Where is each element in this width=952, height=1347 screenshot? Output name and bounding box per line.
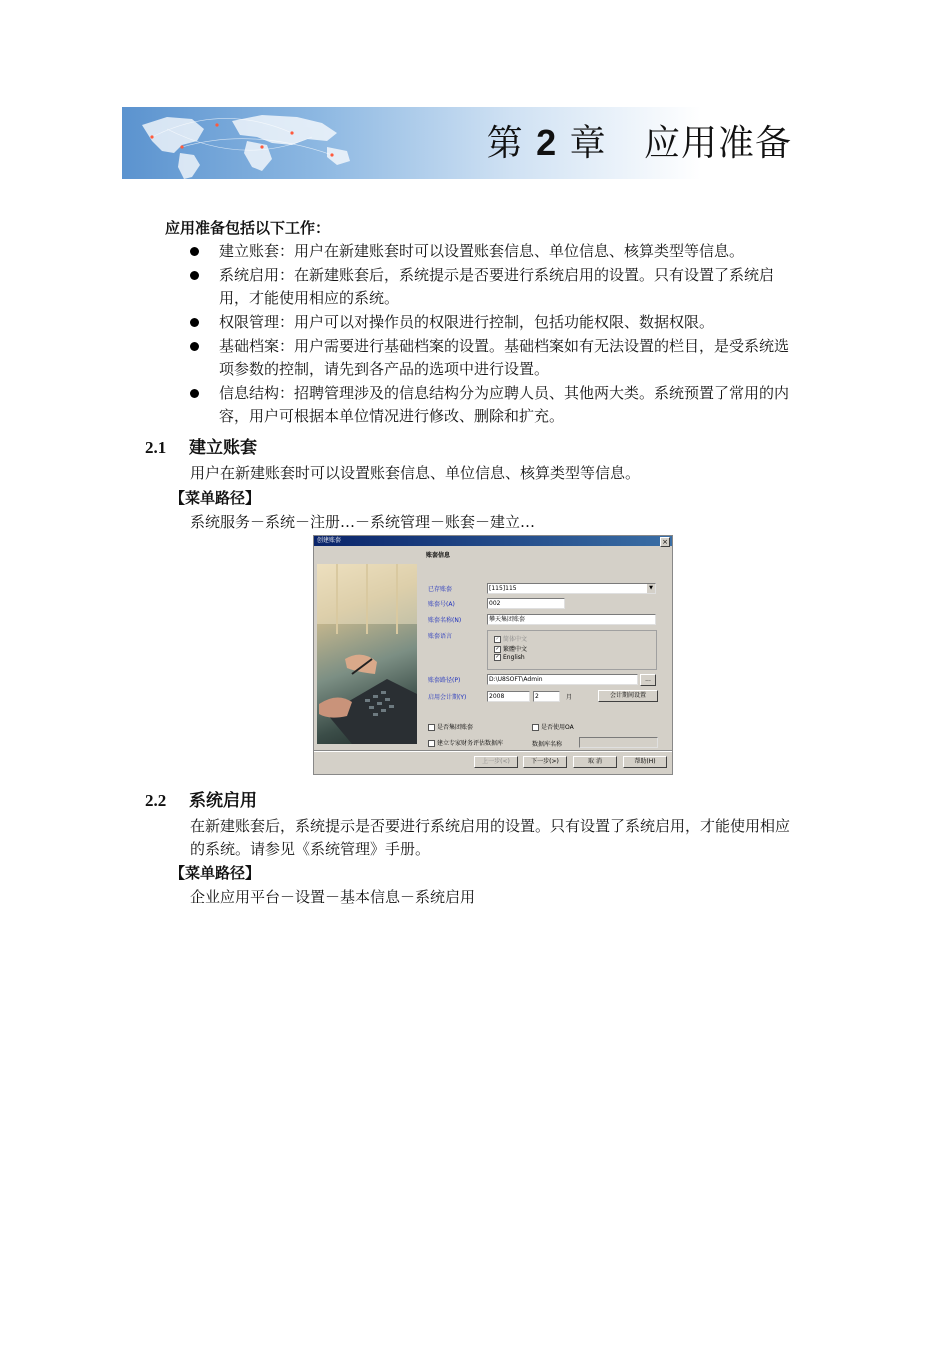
account-language-label: 账套语言 <box>428 633 453 640</box>
db-name-input[interactable] <box>579 737 658 748</box>
checkbox-label: 简体中文 <box>503 636 528 643</box>
existing-account-label: 已存账套 <box>428 586 453 593</box>
chapter-title <box>487 121 792 166</box>
bullet-icon <box>190 389 199 398</box>
existing-account-value: [115]115 <box>489 585 517 592</box>
bullet-icon <box>190 247 199 256</box>
browse-button[interactable]: ... <box>640 674 656 686</box>
create-account-dialog <box>313 535 673 775</box>
period-settings-button[interactable]: 会计期间设置 <box>598 690 658 702</box>
lang-traditional-checkbox[interactable] <box>494 644 527 653</box>
account-code-label: 账套号(A) <box>428 601 455 608</box>
account-code-input[interactable]: 002 <box>487 598 565 609</box>
next-button[interactable]: 下一步(>) <box>523 756 567 768</box>
section-number: 2.2 <box>145 791 167 810</box>
bullet-icon <box>190 271 199 280</box>
dialog-titlebar <box>314 536 672 546</box>
checked-icon: ✓ <box>495 646 500 652</box>
expert-db-checkbox[interactable] <box>428 738 503 747</box>
list-item <box>190 335 800 381</box>
hands-typing-image <box>317 564 417 744</box>
bullet-text: 建立账套：用户在新建账套时可以设置账套信息、单位信息、核算类型等信息。 <box>219 242 745 260</box>
intro-title: 应用准备包括以下工作： <box>165 219 331 237</box>
list-item <box>190 240 800 263</box>
lang-english-checkbox[interactable] <box>494 654 525 661</box>
section-heading <box>145 433 257 458</box>
section-body: 在新建账套后，系统提示是否要进行系统启用的设置。只有设置了系统启用，才能使用相应的系统。请参见《系统管理》手册。 <box>190 817 791 858</box>
account-name-input[interactable]: 攀天集团账套 <box>487 614 656 625</box>
checkbox-label: 建立专家财务评估数据库 <box>437 740 504 747</box>
section-heading <box>145 786 257 811</box>
existing-account-select[interactable] <box>487 583 656 594</box>
chapter-banner <box>122 107 828 179</box>
section-title: 系统启用 <box>189 791 257 811</box>
list-item <box>190 264 800 310</box>
list-item <box>190 382 800 428</box>
use-oa-checkbox[interactable] <box>532 722 574 731</box>
checkbox-label: 是否使用OA <box>541 724 574 731</box>
account-path-input[interactable]: D:\U8SOFT\Admin <box>487 674 638 685</box>
group-account-checkbox[interactable] <box>428 722 473 731</box>
cancel-button[interactable]: 取 消 <box>573 756 617 768</box>
bullet-text: 权限管理：用户可以对操作员的权限进行控制，包括功能权限、数据权限。 <box>219 313 715 331</box>
close-icon[interactable]: × <box>660 537 670 547</box>
menu-path: 企业应用平台－设置－基本信息－系统启用 <box>190 888 476 906</box>
list-item <box>190 311 800 334</box>
prev-button[interactable]: 上一步(<) <box>474 756 518 768</box>
help-button[interactable]: 帮助(H) <box>623 756 667 768</box>
start-period-label: 启用会计期(Y) <box>428 694 467 701</box>
dialog-title: 创建账套 <box>317 537 342 544</box>
checkbox-icon <box>532 724 539 731</box>
start-year-input[interactable]: 2008 <box>487 691 530 702</box>
checkbox-label: 繁體中文 <box>503 646 528 653</box>
chapter-prefix: 第 <box>486 123 524 164</box>
checked-icon: ✓ <box>495 636 500 642</box>
checkbox-label: 是否集团账套 <box>437 724 474 731</box>
chapter-suffix: 章 <box>569 123 607 164</box>
bullet-text: 基础档案：用户需要进行基础档案的设置。基础档案如有无法设置的栏目，是受系统选项参数的控制，请先到各产品的选项中进行设置。 <box>219 337 790 378</box>
bullet-text: 信息结构：招聘管理涉及的信息结构分为应聘人员、其他两大类。系统预置了常用的内容，用户可根据本单位情况进行修改、删除和扩充。 <box>219 384 790 425</box>
bullet-icon <box>190 318 199 327</box>
intro-bullet-list <box>190 240 800 429</box>
bullet-icon <box>190 342 199 351</box>
menu-path-label: 【菜单路径】 <box>170 489 261 507</box>
checkbox-icon <box>428 740 435 747</box>
chapter-number: 2 <box>536 122 558 163</box>
chapter-name: 应用准备 <box>643 123 792 164</box>
month-unit: 月 <box>566 694 573 701</box>
db-name-label: 数据库名称 <box>532 741 563 748</box>
account-path-label: 账套路径(P) <box>428 677 461 684</box>
chevron-down-icon[interactable]: ▼ <box>647 584 655 593</box>
dialog-separator <box>314 750 672 752</box>
section-body: 用户在新建账套时可以设置账套信息、单位信息、核算类型等信息。 <box>190 464 641 482</box>
bullet-text: 系统启用：在新建账套后，系统提示是否要进行系统启用的设置。只有设置了系统启用，才能使用相应的系统。 <box>219 266 775 307</box>
lang-simplified-checkbox[interactable] <box>494 634 527 643</box>
section-number: 2.1 <box>145 438 167 457</box>
start-month-input[interactable]: 2 <box>533 691 560 702</box>
world-map-illustration <box>122 107 452 179</box>
dialog-heading: 账套信息 <box>426 552 451 559</box>
language-group <box>487 630 657 670</box>
checkbox-label: English <box>503 654 525 661</box>
checked-icon: ✓ <box>495 654 500 660</box>
menu-path-label: 【菜单路径】 <box>170 864 261 882</box>
checkbox-icon <box>428 724 435 731</box>
account-name-label: 账套名称(N) <box>428 617 462 624</box>
menu-path: 系统服务－系统－注册…－系统管理－账套－建立… <box>190 513 536 531</box>
section-title: 建立账套 <box>189 438 257 458</box>
